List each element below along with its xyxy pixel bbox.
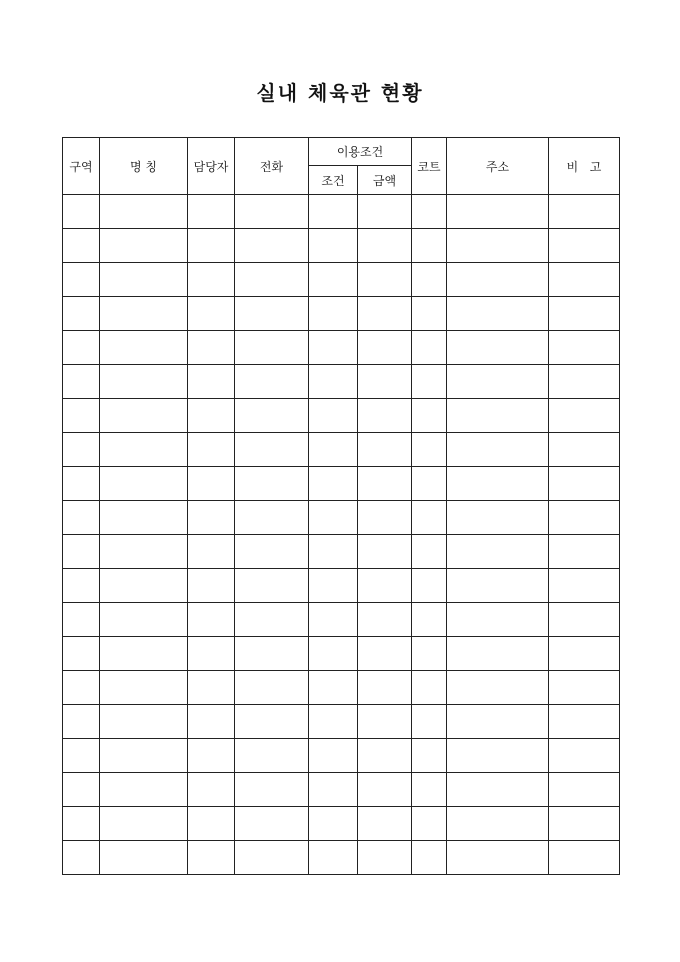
cell-condition[interactable] bbox=[309, 535, 358, 569]
cell-court[interactable] bbox=[412, 569, 447, 603]
cell-court[interactable] bbox=[412, 603, 447, 637]
table-row bbox=[63, 773, 620, 807]
cell-name[interactable] bbox=[100, 603, 188, 637]
table-row bbox=[63, 705, 620, 739]
cell-amount[interactable] bbox=[358, 501, 412, 535]
table-row bbox=[63, 841, 620, 875]
table-row bbox=[63, 399, 620, 433]
cell-amount[interactable] bbox=[358, 841, 412, 875]
cell-remarks[interactable] bbox=[549, 263, 620, 297]
cell-phone[interactable] bbox=[235, 433, 309, 467]
cell-remarks[interactable] bbox=[549, 501, 620, 535]
cell-remarks[interactable] bbox=[549, 569, 620, 603]
header-condition: 조건 bbox=[309, 166, 358, 195]
cell-amount[interactable] bbox=[358, 671, 412, 705]
cell-address[interactable] bbox=[447, 841, 549, 875]
cell-amount[interactable] bbox=[358, 263, 412, 297]
header-amount: 금액 bbox=[358, 166, 412, 195]
cell-name[interactable] bbox=[100, 705, 188, 739]
cell-manager[interactable] bbox=[188, 671, 235, 705]
cell-phone[interactable] bbox=[235, 535, 309, 569]
cell-amount[interactable] bbox=[358, 229, 412, 263]
cell-address[interactable] bbox=[447, 535, 549, 569]
cell-zone[interactable] bbox=[63, 331, 100, 365]
cell-court[interactable] bbox=[412, 637, 447, 671]
cell-condition[interactable] bbox=[309, 569, 358, 603]
cell-amount[interactable] bbox=[358, 807, 412, 841]
cell-zone[interactable] bbox=[63, 807, 100, 841]
table-row bbox=[63, 433, 620, 467]
cell-condition[interactable] bbox=[309, 195, 358, 229]
cell-name[interactable] bbox=[100, 229, 188, 263]
cell-name[interactable] bbox=[100, 331, 188, 365]
cell-court[interactable] bbox=[412, 705, 447, 739]
cell-remarks[interactable] bbox=[549, 637, 620, 671]
table-body bbox=[63, 195, 620, 875]
cell-phone[interactable] bbox=[235, 671, 309, 705]
cell-address[interactable] bbox=[447, 501, 549, 535]
cell-name[interactable] bbox=[100, 195, 188, 229]
cell-manager[interactable] bbox=[188, 569, 235, 603]
table-row bbox=[63, 671, 620, 705]
cell-court[interactable] bbox=[412, 773, 447, 807]
cell-court[interactable] bbox=[412, 229, 447, 263]
cell-condition[interactable] bbox=[309, 501, 358, 535]
cell-address[interactable] bbox=[447, 263, 549, 297]
cell-zone[interactable] bbox=[63, 433, 100, 467]
cell-zone[interactable] bbox=[63, 569, 100, 603]
table-row bbox=[63, 331, 620, 365]
cell-manager[interactable] bbox=[188, 501, 235, 535]
cell-phone[interactable] bbox=[235, 365, 309, 399]
header-manager: 담당자 bbox=[188, 138, 235, 195]
cell-name[interactable] bbox=[100, 467, 188, 501]
cell-zone[interactable] bbox=[63, 467, 100, 501]
cell-condition[interactable] bbox=[309, 739, 358, 773]
cell-zone[interactable] bbox=[63, 229, 100, 263]
header-usage-terms: 이용조건 bbox=[309, 138, 412, 166]
cell-address[interactable] bbox=[447, 603, 549, 637]
cell-manager[interactable] bbox=[188, 773, 235, 807]
cell-remarks[interactable] bbox=[549, 365, 620, 399]
cell-amount[interactable] bbox=[358, 603, 412, 637]
cell-amount[interactable] bbox=[358, 773, 412, 807]
cell-name[interactable] bbox=[100, 263, 188, 297]
table-row bbox=[63, 807, 620, 841]
cell-amount[interactable] bbox=[358, 399, 412, 433]
cell-phone[interactable] bbox=[235, 331, 309, 365]
cell-remarks[interactable] bbox=[549, 195, 620, 229]
cell-name[interactable] bbox=[100, 433, 188, 467]
cell-remarks[interactable] bbox=[549, 535, 620, 569]
cell-condition[interactable] bbox=[309, 807, 358, 841]
cell-name[interactable] bbox=[100, 399, 188, 433]
cell-manager[interactable] bbox=[188, 195, 235, 229]
table-row bbox=[63, 501, 620, 535]
cell-manager[interactable] bbox=[188, 535, 235, 569]
cell-phone[interactable] bbox=[235, 807, 309, 841]
table-row bbox=[63, 467, 620, 501]
cell-phone[interactable] bbox=[235, 637, 309, 671]
cell-name[interactable] bbox=[100, 569, 188, 603]
cell-condition[interactable] bbox=[309, 263, 358, 297]
cell-zone[interactable] bbox=[63, 195, 100, 229]
table-row bbox=[63, 365, 620, 399]
cell-phone[interactable] bbox=[235, 569, 309, 603]
cell-court[interactable] bbox=[412, 671, 447, 705]
cell-manager[interactable] bbox=[188, 637, 235, 671]
cell-court[interactable] bbox=[412, 739, 447, 773]
cell-condition[interactable] bbox=[309, 671, 358, 705]
cell-condition[interactable] bbox=[309, 637, 358, 671]
cell-condition[interactable] bbox=[309, 399, 358, 433]
cell-condition[interactable] bbox=[309, 841, 358, 875]
cell-address[interactable] bbox=[447, 569, 549, 603]
header-phone: 전화 bbox=[235, 138, 309, 195]
cell-phone[interactable] bbox=[235, 603, 309, 637]
cell-manager[interactable] bbox=[188, 807, 235, 841]
cell-condition[interactable] bbox=[309, 433, 358, 467]
cell-condition[interactable] bbox=[309, 365, 358, 399]
cell-zone[interactable] bbox=[63, 841, 100, 875]
cell-address[interactable] bbox=[447, 331, 549, 365]
cell-manager[interactable] bbox=[188, 229, 235, 263]
cell-phone[interactable] bbox=[235, 399, 309, 433]
cell-manager[interactable] bbox=[188, 331, 235, 365]
cell-phone[interactable] bbox=[235, 501, 309, 535]
header-name: 명 칭 bbox=[100, 138, 188, 195]
cell-amount[interactable] bbox=[358, 535, 412, 569]
cell-address[interactable] bbox=[447, 705, 549, 739]
cell-remarks[interactable] bbox=[549, 229, 620, 263]
cell-remarks[interactable] bbox=[549, 807, 620, 841]
cell-phone[interactable] bbox=[235, 467, 309, 501]
facility-table bbox=[62, 137, 620, 875]
cell-manager[interactable] bbox=[188, 841, 235, 875]
cell-manager[interactable] bbox=[188, 705, 235, 739]
cell-amount[interactable] bbox=[358, 739, 412, 773]
cell-remarks[interactable] bbox=[549, 297, 620, 331]
cell-amount[interactable] bbox=[358, 433, 412, 467]
cell-phone[interactable] bbox=[235, 263, 309, 297]
cell-name[interactable] bbox=[100, 773, 188, 807]
cell-name[interactable] bbox=[100, 841, 188, 875]
cell-court[interactable] bbox=[412, 467, 447, 501]
table-row bbox=[63, 637, 620, 671]
cell-zone[interactable] bbox=[63, 501, 100, 535]
cell-phone[interactable] bbox=[235, 841, 309, 875]
cell-remarks[interactable] bbox=[549, 841, 620, 875]
cell-address[interactable] bbox=[447, 637, 549, 671]
cell-court[interactable] bbox=[412, 263, 447, 297]
cell-zone[interactable] bbox=[63, 365, 100, 399]
cell-name[interactable] bbox=[100, 671, 188, 705]
cell-remarks[interactable] bbox=[549, 773, 620, 807]
cell-amount[interactable] bbox=[358, 331, 412, 365]
cell-remarks[interactable] bbox=[549, 603, 620, 637]
cell-court[interactable] bbox=[412, 331, 447, 365]
cell-manager[interactable] bbox=[188, 739, 235, 773]
cell-manager[interactable] bbox=[188, 399, 235, 433]
cell-address[interactable] bbox=[447, 739, 549, 773]
cell-manager[interactable] bbox=[188, 433, 235, 467]
cell-zone[interactable] bbox=[63, 671, 100, 705]
cell-amount[interactable] bbox=[358, 637, 412, 671]
cell-manager[interactable] bbox=[188, 467, 235, 501]
cell-amount[interactable] bbox=[358, 297, 412, 331]
cell-name[interactable] bbox=[100, 501, 188, 535]
cell-address[interactable] bbox=[447, 433, 549, 467]
table-header bbox=[63, 138, 620, 195]
cell-court[interactable] bbox=[412, 501, 447, 535]
cell-amount[interactable] bbox=[358, 569, 412, 603]
cell-address[interactable] bbox=[447, 195, 549, 229]
cell-manager[interactable] bbox=[188, 365, 235, 399]
cell-address[interactable] bbox=[447, 229, 549, 263]
cell-zone[interactable] bbox=[63, 705, 100, 739]
cell-remarks[interactable] bbox=[549, 739, 620, 773]
cell-manager[interactable] bbox=[188, 263, 235, 297]
header-remarks: 비 고 bbox=[549, 138, 620, 195]
table-row bbox=[63, 229, 620, 263]
cell-court[interactable] bbox=[412, 399, 447, 433]
cell-zone[interactable] bbox=[63, 773, 100, 807]
cell-address[interactable] bbox=[447, 297, 549, 331]
table-row bbox=[63, 297, 620, 331]
cell-zone[interactable] bbox=[63, 739, 100, 773]
table-row bbox=[63, 569, 620, 603]
table-row bbox=[63, 603, 620, 637]
cell-condition[interactable] bbox=[309, 773, 358, 807]
cell-court[interactable] bbox=[412, 297, 447, 331]
cell-address[interactable] bbox=[447, 365, 549, 399]
cell-remarks[interactable] bbox=[549, 331, 620, 365]
cell-name[interactable] bbox=[100, 365, 188, 399]
cell-court[interactable] bbox=[412, 433, 447, 467]
cell-amount[interactable] bbox=[358, 195, 412, 229]
cell-phone[interactable] bbox=[235, 229, 309, 263]
cell-zone[interactable] bbox=[63, 637, 100, 671]
cell-name[interactable] bbox=[100, 637, 188, 671]
cell-phone[interactable] bbox=[235, 739, 309, 773]
header-court: 코트 bbox=[412, 138, 447, 195]
cell-address[interactable] bbox=[447, 807, 549, 841]
cell-condition[interactable] bbox=[309, 705, 358, 739]
cell-zone[interactable] bbox=[63, 297, 100, 331]
cell-address[interactable] bbox=[447, 467, 549, 501]
cell-condition[interactable] bbox=[309, 229, 358, 263]
cell-condition[interactable] bbox=[309, 297, 358, 331]
table-row bbox=[63, 535, 620, 569]
cell-remarks[interactable] bbox=[549, 467, 620, 501]
cell-amount[interactable] bbox=[358, 467, 412, 501]
cell-condition[interactable] bbox=[309, 603, 358, 637]
cell-court[interactable] bbox=[412, 841, 447, 875]
cell-name[interactable] bbox=[100, 739, 188, 773]
table-row bbox=[63, 739, 620, 773]
page-title: 실내 체육관 현황 bbox=[256, 81, 424, 105]
cell-remarks[interactable] bbox=[549, 671, 620, 705]
header-address: 주소 bbox=[447, 138, 549, 195]
cell-zone[interactable] bbox=[63, 535, 100, 569]
cell-amount[interactable] bbox=[358, 705, 412, 739]
table-row bbox=[63, 195, 620, 229]
cell-remarks[interactable] bbox=[549, 399, 620, 433]
cell-remarks[interactable] bbox=[549, 433, 620, 467]
cell-amount[interactable] bbox=[358, 365, 412, 399]
cell-court[interactable] bbox=[412, 807, 447, 841]
header-zone: 구역 bbox=[63, 138, 100, 195]
cell-zone[interactable] bbox=[63, 603, 100, 637]
cell-zone[interactable] bbox=[63, 263, 100, 297]
cell-name[interactable] bbox=[100, 535, 188, 569]
cell-phone[interactable] bbox=[235, 195, 309, 229]
cell-address[interactable] bbox=[447, 399, 549, 433]
cell-court[interactable] bbox=[412, 195, 447, 229]
cell-court[interactable] bbox=[412, 535, 447, 569]
cell-phone[interactable] bbox=[235, 773, 309, 807]
cell-address[interactable] bbox=[447, 773, 549, 807]
cell-condition[interactable] bbox=[309, 467, 358, 501]
cell-name[interactable] bbox=[100, 807, 188, 841]
cell-condition[interactable] bbox=[309, 331, 358, 365]
cell-name[interactable] bbox=[100, 297, 188, 331]
cell-phone[interactable] bbox=[235, 297, 309, 331]
cell-phone[interactable] bbox=[235, 705, 309, 739]
cell-zone[interactable] bbox=[63, 399, 100, 433]
cell-manager[interactable] bbox=[188, 297, 235, 331]
cell-remarks[interactable] bbox=[549, 705, 620, 739]
cell-address[interactable] bbox=[447, 671, 549, 705]
cell-court[interactable] bbox=[412, 365, 447, 399]
cell-manager[interactable] bbox=[188, 603, 235, 637]
table-row bbox=[63, 263, 620, 297]
